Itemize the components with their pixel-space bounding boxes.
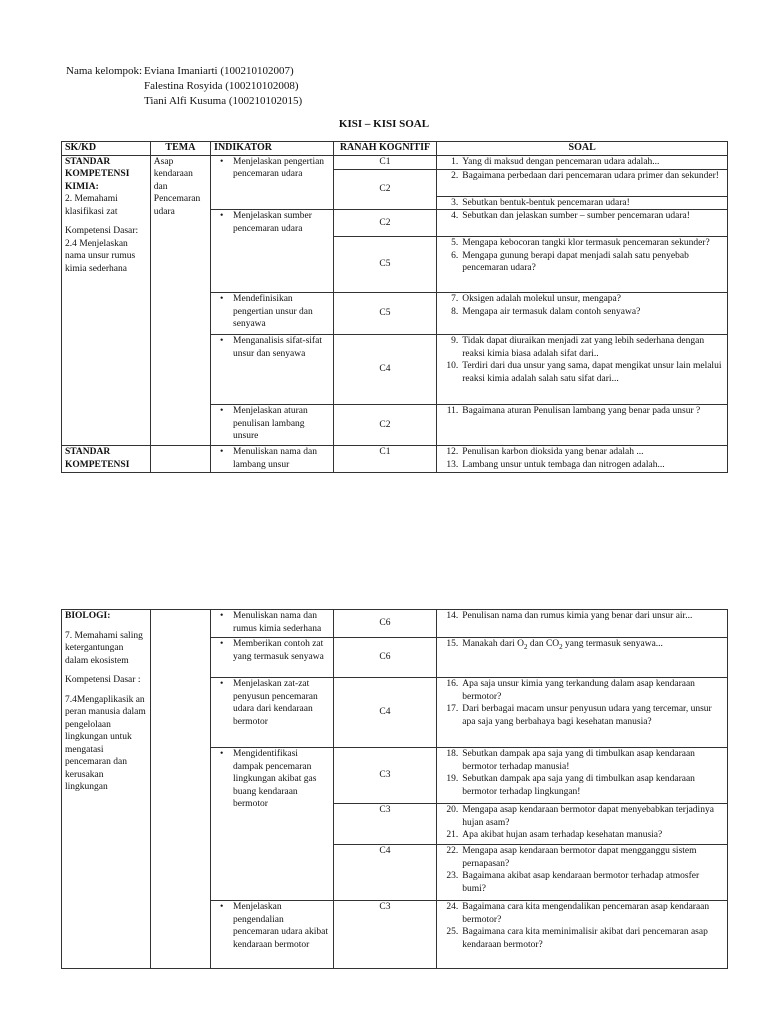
question-cell: 20. Mengapa asap kendaraan bermotor dapat menyebabkan terjadinya hujan asam? 21. Apa akibat hujan asam terhadap kesehatan manusia?	[437, 804, 728, 845]
document-title: KISI – KISI SOAL	[338, 118, 430, 130]
question-cell: 22. Mengapa asap kendaraan bermotor dapat mengganggu sistem pernapasan? 23. Bagaimana akibat asap kendaraan bermotor terhadap atmosfer bumi?	[437, 845, 728, 901]
ranah-cell: C6	[333, 638, 437, 678]
ranah-cell: C5	[333, 237, 437, 293]
question-cell: 7. Oksigen adalah molekul unsur, mengapa? 8. Mengapa air termasuk dalam contoh senyawa?	[437, 293, 728, 335]
question-text: Mengapa air termasuk dalam contoh senyawa?	[462, 306, 641, 317]
indicator-text: Mendefinisikan pengertian unsur dan senyawa	[233, 294, 313, 329]
sk-item: 7. Memahami saling ketergantungan dalam ekosistem	[65, 630, 143, 666]
question-cell: 3. Sebutkan bentuk-bentuk pencemaran udara!	[437, 196, 728, 210]
question-cell: 14. Penulisan nama dan rumus kimia yang benar dari unsur air...	[437, 610, 728, 638]
ranah-cell: C3	[333, 748, 437, 804]
indicator-text: Memberikan contoh zat yang termasuk senyawa	[233, 639, 324, 662]
sk-heading: BIOLOGI:	[65, 611, 111, 621]
question-cell: 16. Apa saja unsur kimia yang terkandung dalam asap kendaraan bermotor? 17. Dari berbagai macam unsur penyusun udara yang tercemar, unsur apa saja yang berbahaya bagi kesehatan manusia?	[437, 678, 728, 748]
question-cell: 1. Yang di maksud dengan pencemaran udara adalah...	[437, 155, 728, 169]
indicator-cell: • Menjelaskan zat-zat penyusun pencemaran udara dari kendaraan bermotor	[211, 678, 334, 748]
kisi-table-chemistry	[61, 141, 728, 473]
group-label: Nama kelompok:	[66, 65, 143, 77]
indicator-text: Menjelaskan sumber pencemaran udara	[233, 211, 312, 234]
indicator-cell: • Mengidentifikasi dampak pencemaran lingkungan akibat gas buang kendaraan bermotor	[211, 748, 334, 901]
sk-item: 2. Memahami klasifikasi zat	[65, 194, 118, 217]
question-text: Dari berbagai macam unsur penyusun udara yang tercemar, unsur apa saja yang berbahaya bagi kesehatan manusia?	[462, 704, 712, 727]
question-text: Penulisan karbon dioksida yang benar adalah ...	[462, 447, 644, 457]
ranah-cell: C2	[333, 405, 437, 446]
question-text: Lambang unsur untuk tembaga dan nitrogen adalah...	[462, 459, 665, 470]
question-text: Bagaimana akibat asap kendaraan bermotor terhadap atmosfer bumi?	[462, 871, 700, 894]
question-text: Oksigen adalah molekul unsur, mengapa?	[462, 294, 621, 304]
question-text: Sebutkan dan jelaskan sumber – sumber pencemaran udara!	[462, 211, 690, 221]
question-cell: 12. Penulisan karbon dioksida yang benar adalah ... 13. Lambang unsur untuk tembaga dan nitrogen adalah...	[437, 446, 728, 473]
indicator-cell: • Menuliskan nama dan lambang unsur	[211, 446, 334, 473]
question-cell: 5. Mengapa kebocoran tangki klor termasuk pencemaran sekunder? 6. Mengapa gunung berapi dapat menjadi salah satu penyebab pencemaran udara?	[437, 237, 728, 293]
ranah-cell: C6	[333, 610, 437, 638]
indicator-cell: • Menganalisis sifat-sifat unsur dan senyawa	[211, 335, 334, 405]
table-header-row	[62, 142, 728, 156]
indicator-cell: • Menuliskan nama dan rumus kimia sederhana	[211, 610, 334, 638]
ranah-cell: C4	[333, 678, 437, 748]
ranah-cell: C1	[333, 155, 437, 169]
question-text: Terdiri dari dua unsur yang sama, dapat mengikat unsur lain melalui reaksi kimia adalah salah satu sifat dari...	[462, 361, 722, 384]
question-text: Penulisan nama dan rumus kimia yang benar dari unsur air...	[462, 611, 693, 621]
col-header-tema: TEMA	[150, 142, 210, 156]
indicator-cell: • Menjelaskan pengertian pencemaran udara	[211, 155, 334, 210]
skkd-cell	[62, 155, 151, 446]
member-name: Falestina Rosyida (100210102008)	[144, 80, 299, 92]
question-cell: 2. Bagaimana perbedaan dari pencemaran udara primer dan sekunder!	[437, 169, 728, 196]
question-text: Bagaimana cara kita meminimalisir akibat dari pencemaran asap kendaraan bermotor?	[462, 927, 708, 950]
kd-item: 2.4 Menjelaskan nama unsur rumus kimia sederhana	[65, 238, 136, 274]
kd-label: Kompetensi Dasar:	[65, 226, 139, 236]
ranah-cell: C1	[333, 446, 437, 473]
col-header-ranah: RANAH KOGNITIF	[333, 142, 437, 156]
ranah-cell: C2	[333, 169, 437, 210]
table-row	[62, 610, 728, 638]
sk-heading: STANDAR KOMPETENSI	[65, 447, 130, 470]
question-cell: 18. Sebutkan dampak apa saja yang di timbulkan asap kendaraan bermotor terhadap manusia! 19. Sebutkan dampak apa saja yang di timbulkan asap kendaraan bermotor terhadap lingkungan!	[437, 748, 728, 804]
col-header-indikator: INDIKATOR	[211, 142, 334, 156]
question-cell: 4. Sebutkan dan jelaskan sumber – sumber pencemaran udara!	[437, 210, 728, 237]
question-text: Sebutkan bentuk-bentuk pencemaran udara!	[462, 197, 630, 208]
question-text: Sebutkan dampak apa saja yang di timbulkan asap kendaraan bermotor terhadap manusia!	[462, 749, 695, 772]
question-cell: 9. Tidak dapat diuraikan menjadi zat yang lebih sederhana dengan reaksi kimia biasa adalah sifat dari.. 10. Terdiri dari dua unsur yang sama, dapat mengikat unsur lain melalui reaksi kimia adalah salah satu sifat dari...	[437, 335, 728, 405]
indicator-cell: • Menjelaskan sumber pencemaran udara	[211, 210, 334, 293]
kd-item: 7.4Mengaplikasik an peran manusia dalam pengelolaan lingkungan untuk mengatasi pencemaran dan kerusakan lingkungan	[65, 694, 146, 792]
member-name: Eviana Imaniarti (100210102007)	[144, 65, 294, 77]
question-text: Yang di maksud dengan pencemaran udara adalah...	[462, 156, 660, 167]
indicator-text: Menjelaskan pengendalian pencemaran udara akibat kendaraan bermotor	[233, 902, 328, 950]
indicator-text: Menjelaskan zat-zat penyusun pencemaran udara dari kendaraan bermotor	[233, 679, 318, 727]
col-header-soal: SOAL	[437, 142, 728, 156]
ranah-cell: C5	[333, 293, 437, 335]
question-text: Mengapa kebocoran tangki klor termasuk pencemaran sekunder?	[462, 238, 710, 248]
question-text: Apa akibat hujan asam terhadap kesehatan manusia?	[462, 830, 663, 840]
question-text: Bagaimana cara kita mengendalikan pencemaran asap kendaraan bermotor?	[462, 902, 710, 925]
ranah-cell: C3	[333, 901, 437, 969]
ranah-cell: C4	[333, 335, 437, 405]
question-text: Sebutkan dampak apa saja yang di timbulkan asap kendaraan bermotor terhadap lingkungan!	[462, 774, 695, 797]
question-text: Bagaimana aturan Penulisan lambang yang benar pada unsur ?	[462, 406, 701, 416]
table-row	[62, 446, 728, 473]
table-row	[62, 155, 728, 169]
question-cell: 24. Bagaimana cara kita mengendalikan pencemaran asap kendaraan bermotor? 25. Bagaimana cara kita meminimalisir akibat dari pencemaran asap kendaraan bermotor?	[437, 901, 728, 969]
group-members	[66, 64, 302, 109]
skkd-cell	[62, 610, 151, 969]
question-text: Mengapa asap kendaraan bermotor dapat mengganggu sistem pernapasan?	[462, 846, 697, 869]
question-cell: 15. Manakah dari $O_2$ dan $CO_2$ yang termasuk senyawa...	[437, 638, 728, 678]
col-header-skkd: SK/KD	[62, 142, 151, 156]
kd-label: Kompetensi Dasar :	[65, 675, 141, 685]
tema-cell	[150, 610, 210, 969]
indicator-text: Mengidentifikasi dampak pencemaran lingkungan akibat gas buang kendaraan bermotor	[233, 749, 317, 809]
indicator-text: Menjelaskan pengertian pencemaran udara	[233, 156, 325, 179]
ranah-cell: C4	[333, 845, 437, 901]
indicator-cell: • Menjelaskan aturan penulisan lambang unsure	[211, 405, 334, 446]
question-text: Mengapa gunung berapi dapat menjadi salah satu penyebab pencemaran udara?	[462, 250, 689, 273]
question-cell: 11. Bagaimana aturan Penulisan lambang yang benar pada unsur ?	[437, 405, 728, 446]
question-text: Manakah dari $O_2$ dan $CO_2$ yang termasuk senyawa...	[462, 639, 663, 651]
indicator-text: Menganalisis sifat-sifat unsur dan senyawa	[233, 336, 322, 359]
ranah-cell: C3	[333, 804, 437, 845]
indicator-text: Menuliskan nama dan lambang unsur	[233, 447, 317, 470]
tema-cell: Asap kendaraan dan Pencemaran udara	[150, 155, 210, 446]
indicator-cell: • Memberikan contoh zat yang termasuk senyawa	[211, 638, 334, 678]
kisi-table-biology	[61, 609, 728, 969]
ranah-cell: C2	[333, 210, 437, 237]
indicator-cell: • Mendefinisikan pengertian unsur dan senyawa	[211, 293, 334, 335]
indicator-text: Menjelaskan aturan penulisan lambang unsure	[233, 406, 308, 441]
question-text: Mengapa asap kendaraan bermotor dapat menyebabkan terjadinya hujan asam?	[462, 805, 714, 828]
indicator-text: Menuliskan nama dan rumus kimia sederhana	[233, 611, 322, 634]
indicator-cell: • Menjelaskan pengendalian pencemaran udara akibat kendaraan bermotor	[211, 901, 334, 969]
question-text: Apa saja unsur kimia yang terkandung dalam asap kendaraan bermotor?	[462, 679, 695, 702]
question-text: Tidak dapat diuraikan menjadi zat yang lebih sederhana dengan reaksi kimia biasa adalah sifat dari..	[462, 336, 705, 359]
member-name: Tiani Alfi Kusuma (100210102015)	[144, 95, 303, 107]
tema-cell	[150, 446, 210, 473]
sk-heading: STANDAR KOMPETENSI KIMIA:	[65, 156, 130, 192]
skkd-cell	[62, 446, 151, 473]
question-text: Bagaimana perbedaan dari pencemaran udara primer dan sekunder!	[462, 170, 719, 181]
